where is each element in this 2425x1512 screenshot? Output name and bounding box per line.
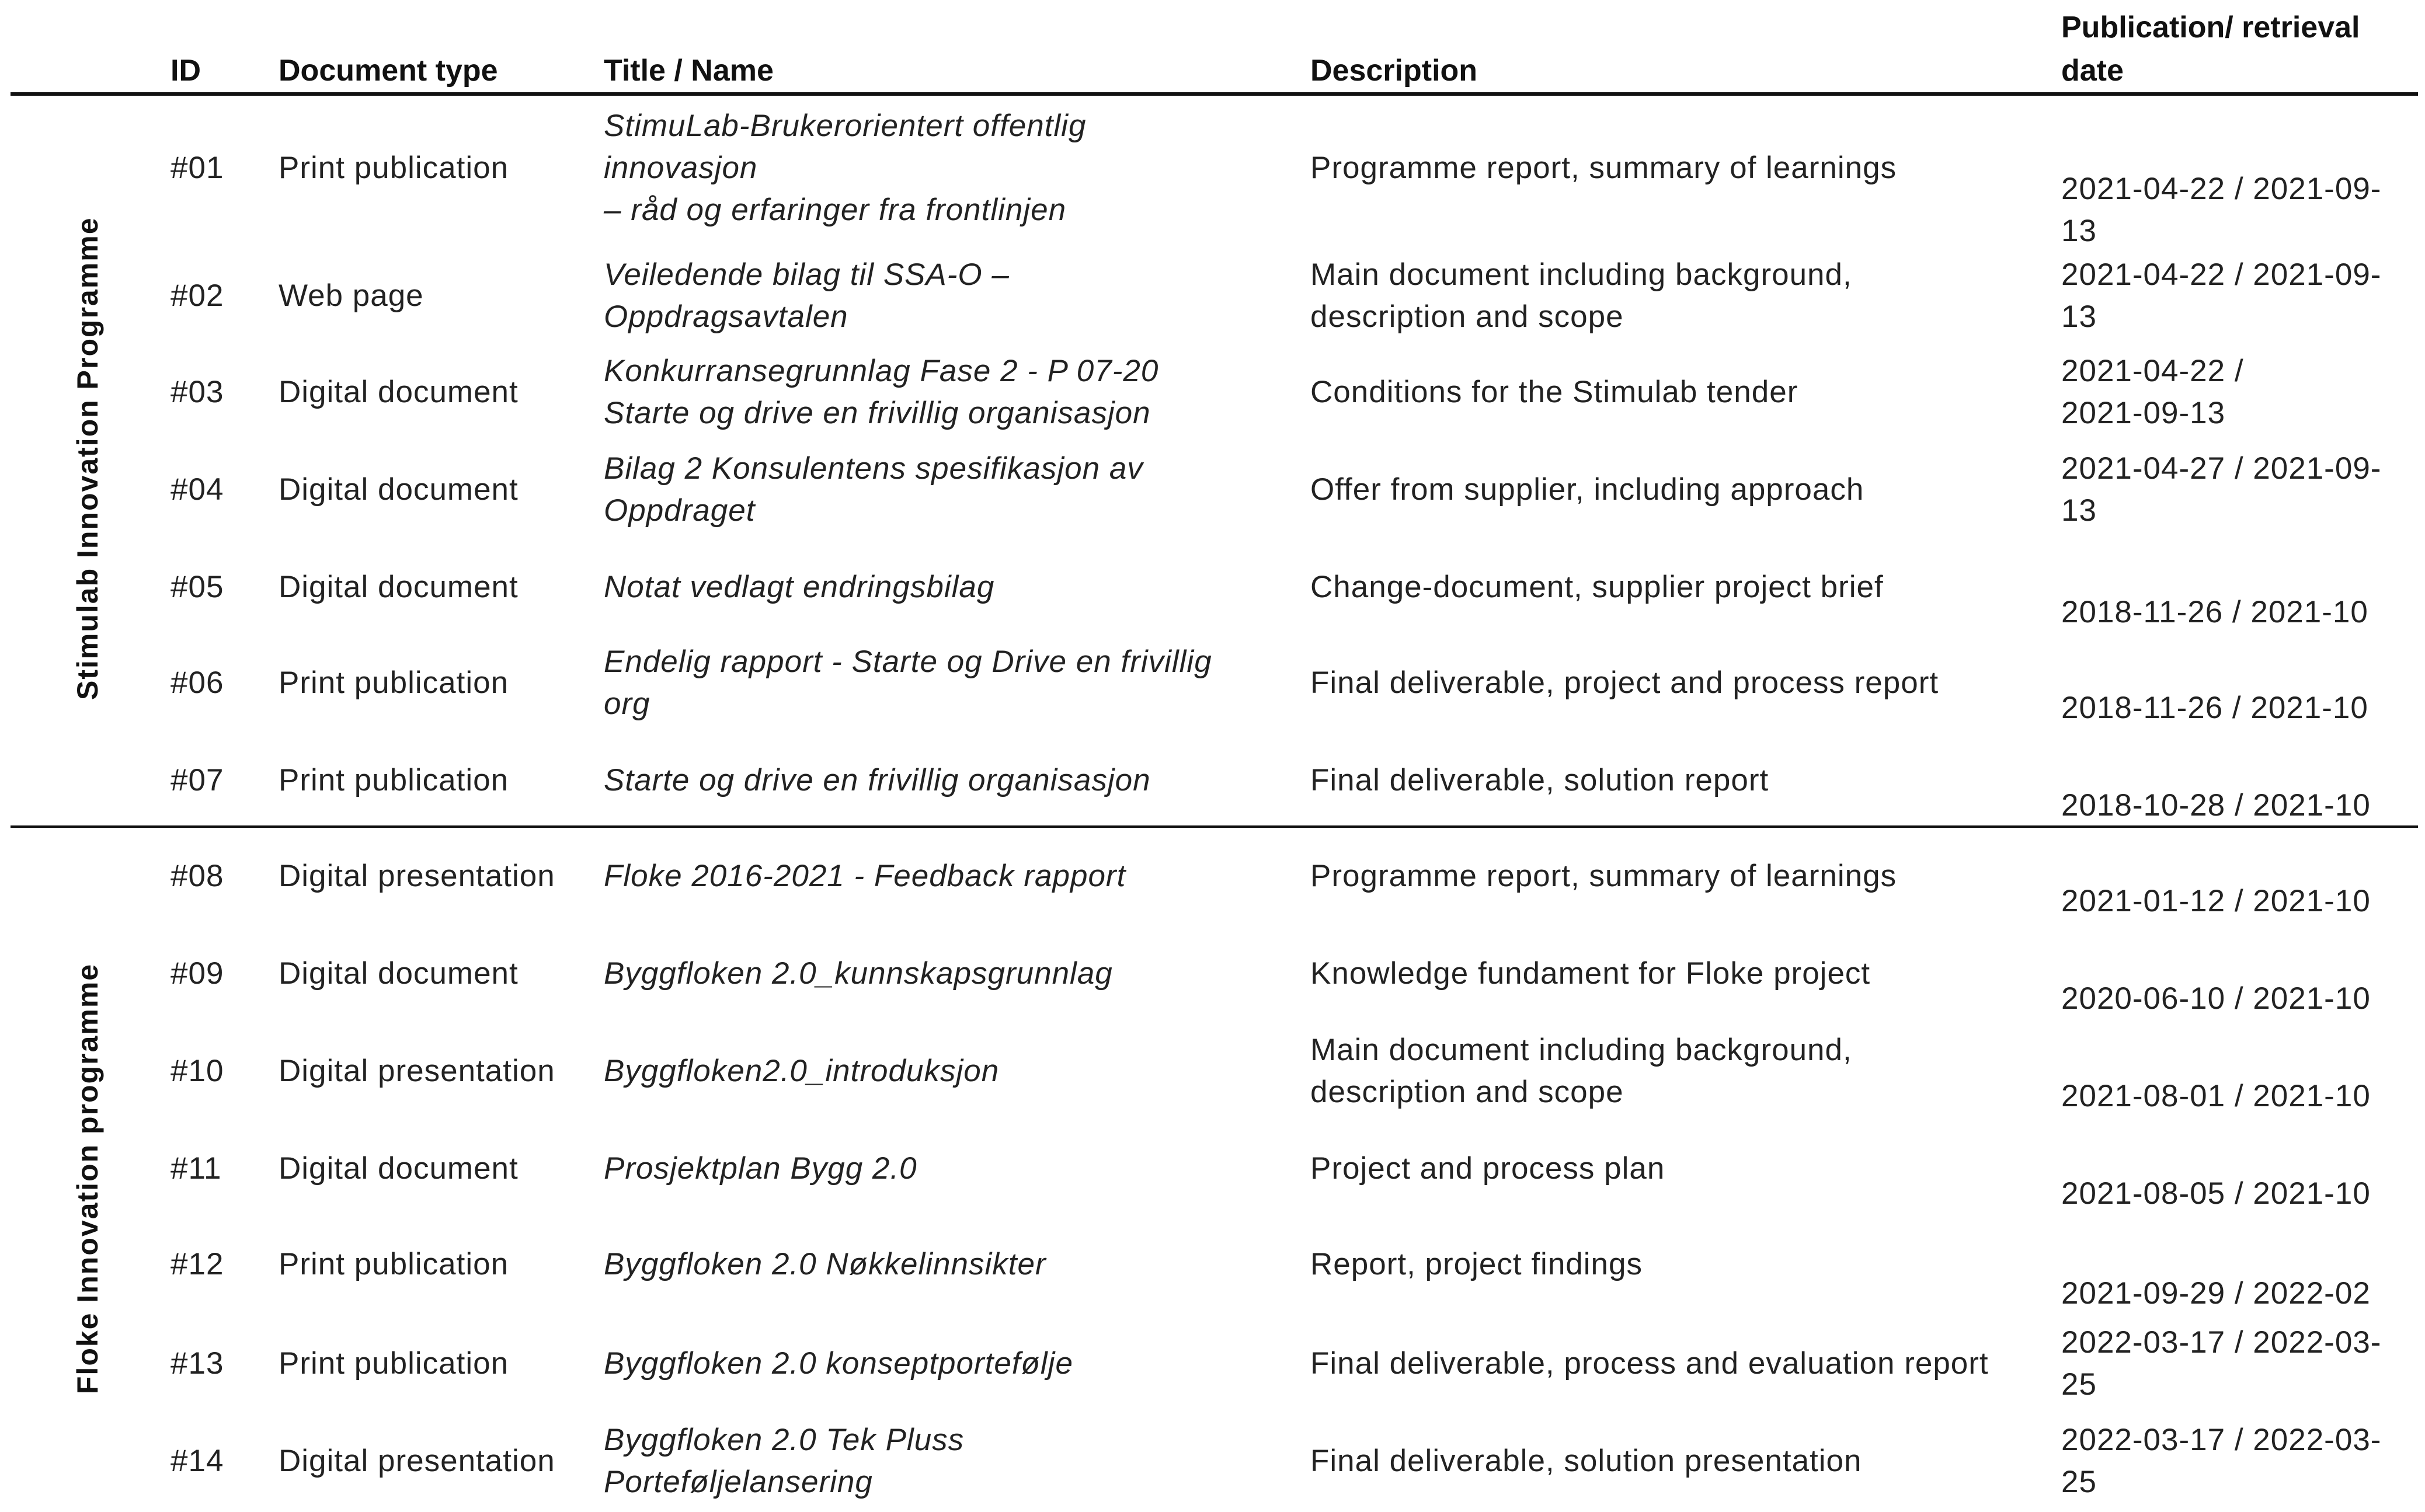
row-date-line: 13 [2061,493,2097,528]
row-description-line: Project and process plan [1310,1151,1665,1186]
row-id: #10 [171,1054,224,1088]
row-document-type: Digital document [279,1151,519,1186]
row-description-line: Final deliverable, solution report [1310,763,1769,797]
row-title [604,566,994,608]
row-document-type: Digital presentation [279,1054,555,1088]
group-label-floke: Floke Innovation programme [71,963,104,1395]
row-id: #05 [171,570,224,604]
row-description [1310,953,1870,995]
row-title-line: – råd og erfaringer fra frontlinjen [604,193,1067,227]
row-date [2061,880,2371,922]
row-title-line: Bilag 2 Konsulentens spesifikasjon av [604,451,1143,486]
row-description [1310,855,1897,897]
row-id: #03 [171,375,224,409]
row-title [604,953,1113,995]
row-title-line: StimuLab-Brukerorientert offentlig [604,109,1087,143]
row-title [604,350,1158,434]
row-date [2061,1322,2381,1406]
row-date-line: 2021-04-22 / 2021-09- [2061,257,2382,292]
row-date [2061,978,2371,1020]
row-date [2061,1273,2371,1315]
row-id: #08 [171,859,224,893]
row-description-line: Main document including background, [1310,257,1852,292]
row-id: #12 [171,1247,224,1281]
row-date-line: 2021-01-12 / 2021-10 [2061,884,2371,919]
row-description [1310,1243,1643,1285]
row-document-type: Print publication [279,151,509,185]
row-title-line: Notat vedlagt endringsbilag [604,570,995,604]
row-date-line: 2021-08-05 / 2021-10 [2061,1176,2371,1211]
row-date [2061,254,2381,338]
row-title-line: Byggfloken 2.0_kunnskapsgrunnlag [604,956,1113,991]
row-description-line: Final deliverable, solution presentation [1310,1444,1862,1478]
row-date [2061,785,2371,827]
row-title [604,1343,1073,1385]
row-date-line: 2021-09-29 / 2022-02 [2061,1276,2371,1311]
row-description-line: Change-document, supplier project brief [1310,570,1884,604]
row-title-line: Konkurransegrunnlag Fase 2 - P 07-20 [604,354,1159,388]
row-id: #13 [171,1346,224,1381]
row-date-line: 25 [2061,1367,2097,1402]
row-description [1310,1343,1989,1385]
row-document-type: Web page [279,278,424,313]
row-title [604,105,1086,231]
row-id: #11 [171,1151,222,1186]
row-date-line: 2018-11-26 / 2021-10 [2061,691,2368,726]
header-document-type: Document type [279,54,498,88]
row-date [2061,1173,2371,1215]
row-document-type: Digital document [279,956,519,991]
row-title-line: Floke 2016-2021 - Feedback rapport [604,859,1126,893]
header-title: Title / Name [604,54,774,88]
row-title-line: Starte og drive en frivillig organisasjon [604,396,1151,430]
row-description [1310,1148,1665,1190]
row-title-line: Endelig rapport - Starte og Drive en frivillig [604,644,1212,679]
row-date-line: 13 [2061,299,2097,334]
row-description-line: Final deliverable, process and evaluation report [1310,1346,1989,1381]
row-description-line: Offer from supplier, including approach [1310,472,1864,507]
row-date-line: 2021-04-22 / 2021-09- [2061,172,2382,206]
row-description-line: Final deliverable, project and process report [1310,666,1939,700]
row-id: #07 [171,763,224,797]
row-title [604,641,1212,725]
row-date [2061,168,2381,252]
row-title-line: Oppdraget [604,493,756,528]
row-title-line: Prosjektplan Bygg 2.0 [604,1151,917,1186]
header-date-line1: Publication/ retrieval [2061,11,2360,44]
row-title-line: org [604,687,650,721]
row-title-line: Byggfloken 2.0 Tek Pluss [604,1423,965,1457]
row-date [2061,350,2244,434]
row-date [2061,591,2368,633]
row-title [604,855,1126,897]
row-date-line: 13 [2061,214,2097,248]
row-id: #02 [171,278,224,313]
row-description-line: Programme report, summary of learnings [1310,859,1897,893]
row-date-line: 25 [2061,1465,2097,1499]
row-date-line: 2020-06-10 / 2021-10 [2061,981,2371,1016]
row-date-line: 2022-03-17 / 2022-03- [2061,1423,2382,1457]
header-id: ID [171,54,201,88]
row-date-line: 2021-09-13 [2061,396,2226,430]
header-date-line2: date [2061,54,2124,88]
row-document-type: Print publication [279,1346,509,1381]
row-description [1310,1029,1852,1113]
row-description [1310,469,1864,511]
row-description-line: description and scope [1310,1075,1624,1109]
row-description [1310,147,1897,189]
header-divider [11,92,2418,96]
row-description [1310,1440,1862,1482]
group-label-stimulab: Stimulab Innovation Programme [71,217,104,700]
row-title [604,1243,1046,1285]
row-description [1310,371,1798,413]
row-description-line: Conditions for the Stimulab tender [1310,375,1798,409]
row-description [1310,566,1884,608]
row-description-line: Programme report, summary of learnings [1310,151,1897,185]
row-description [1310,254,1852,338]
row-title [604,254,1010,338]
row-title-line: Oppdragsavtalen [604,299,848,334]
header-description: Description [1310,54,1478,88]
row-id: #06 [171,666,224,700]
row-title-line: Byggfloken 2.0 Nøkkelinnsikter [604,1247,1046,1281]
row-document-type: Print publication [279,666,509,700]
row-document-type: Print publication [279,1247,509,1281]
row-id: #09 [171,956,224,991]
row-title [604,1050,999,1092]
row-id: #04 [171,472,224,507]
row-id: #14 [171,1444,224,1478]
row-title [604,1148,917,1190]
row-date [2061,687,2368,729]
row-date-line: 2018-11-26 / 2021-10 [2061,595,2368,630]
row-date-line: 2018-10-28 / 2021-10 [2061,788,2371,823]
row-title-line: Byggfloken2.0_introduksjon [604,1054,1000,1088]
row-title-line: Porteføljelansering [604,1465,873,1499]
row-document-type: Digital document [279,472,519,507]
row-date-line: 2022-03-17 / 2022-03- [2061,1325,2382,1360]
row-document-type: Print publication [279,763,509,797]
row-description-line: Knowledge fundament for Floke project [1310,956,1871,991]
row-title-line: Veiledende bilag til SSA-O – [604,257,1010,292]
row-description-line: description and scope [1310,299,1624,334]
row-description [1310,760,1769,802]
row-title [604,1419,964,1503]
row-document-type: Digital presentation [279,1444,555,1478]
row-description-line: Main document including background, [1310,1033,1852,1067]
group-divider [11,825,2418,828]
row-date [2061,1419,2381,1503]
row-title-line: innovasjon [604,151,758,185]
row-id: #01 [171,151,224,185]
row-title-line: Starte og drive en frivillig organisasjon [604,763,1151,797]
row-date [2061,1075,2371,1117]
row-date-line: 2021-04-22 / [2061,354,2244,388]
row-title-line: Byggfloken 2.0 konseptportefølje [604,1346,1073,1381]
row-title [604,448,1143,532]
row-date-line: 2021-08-01 / 2021-10 [2061,1079,2371,1114]
row-date [2061,448,2381,532]
row-description-line: Report, project findings [1310,1247,1643,1281]
row-document-type: Digital document [279,570,519,604]
row-date-line: 2021-04-27 / 2021-09- [2061,451,2382,486]
row-title [604,760,1151,802]
row-document-type: Digital document [279,375,519,409]
row-document-type: Digital presentation [279,859,555,893]
row-description [1310,662,1939,704]
